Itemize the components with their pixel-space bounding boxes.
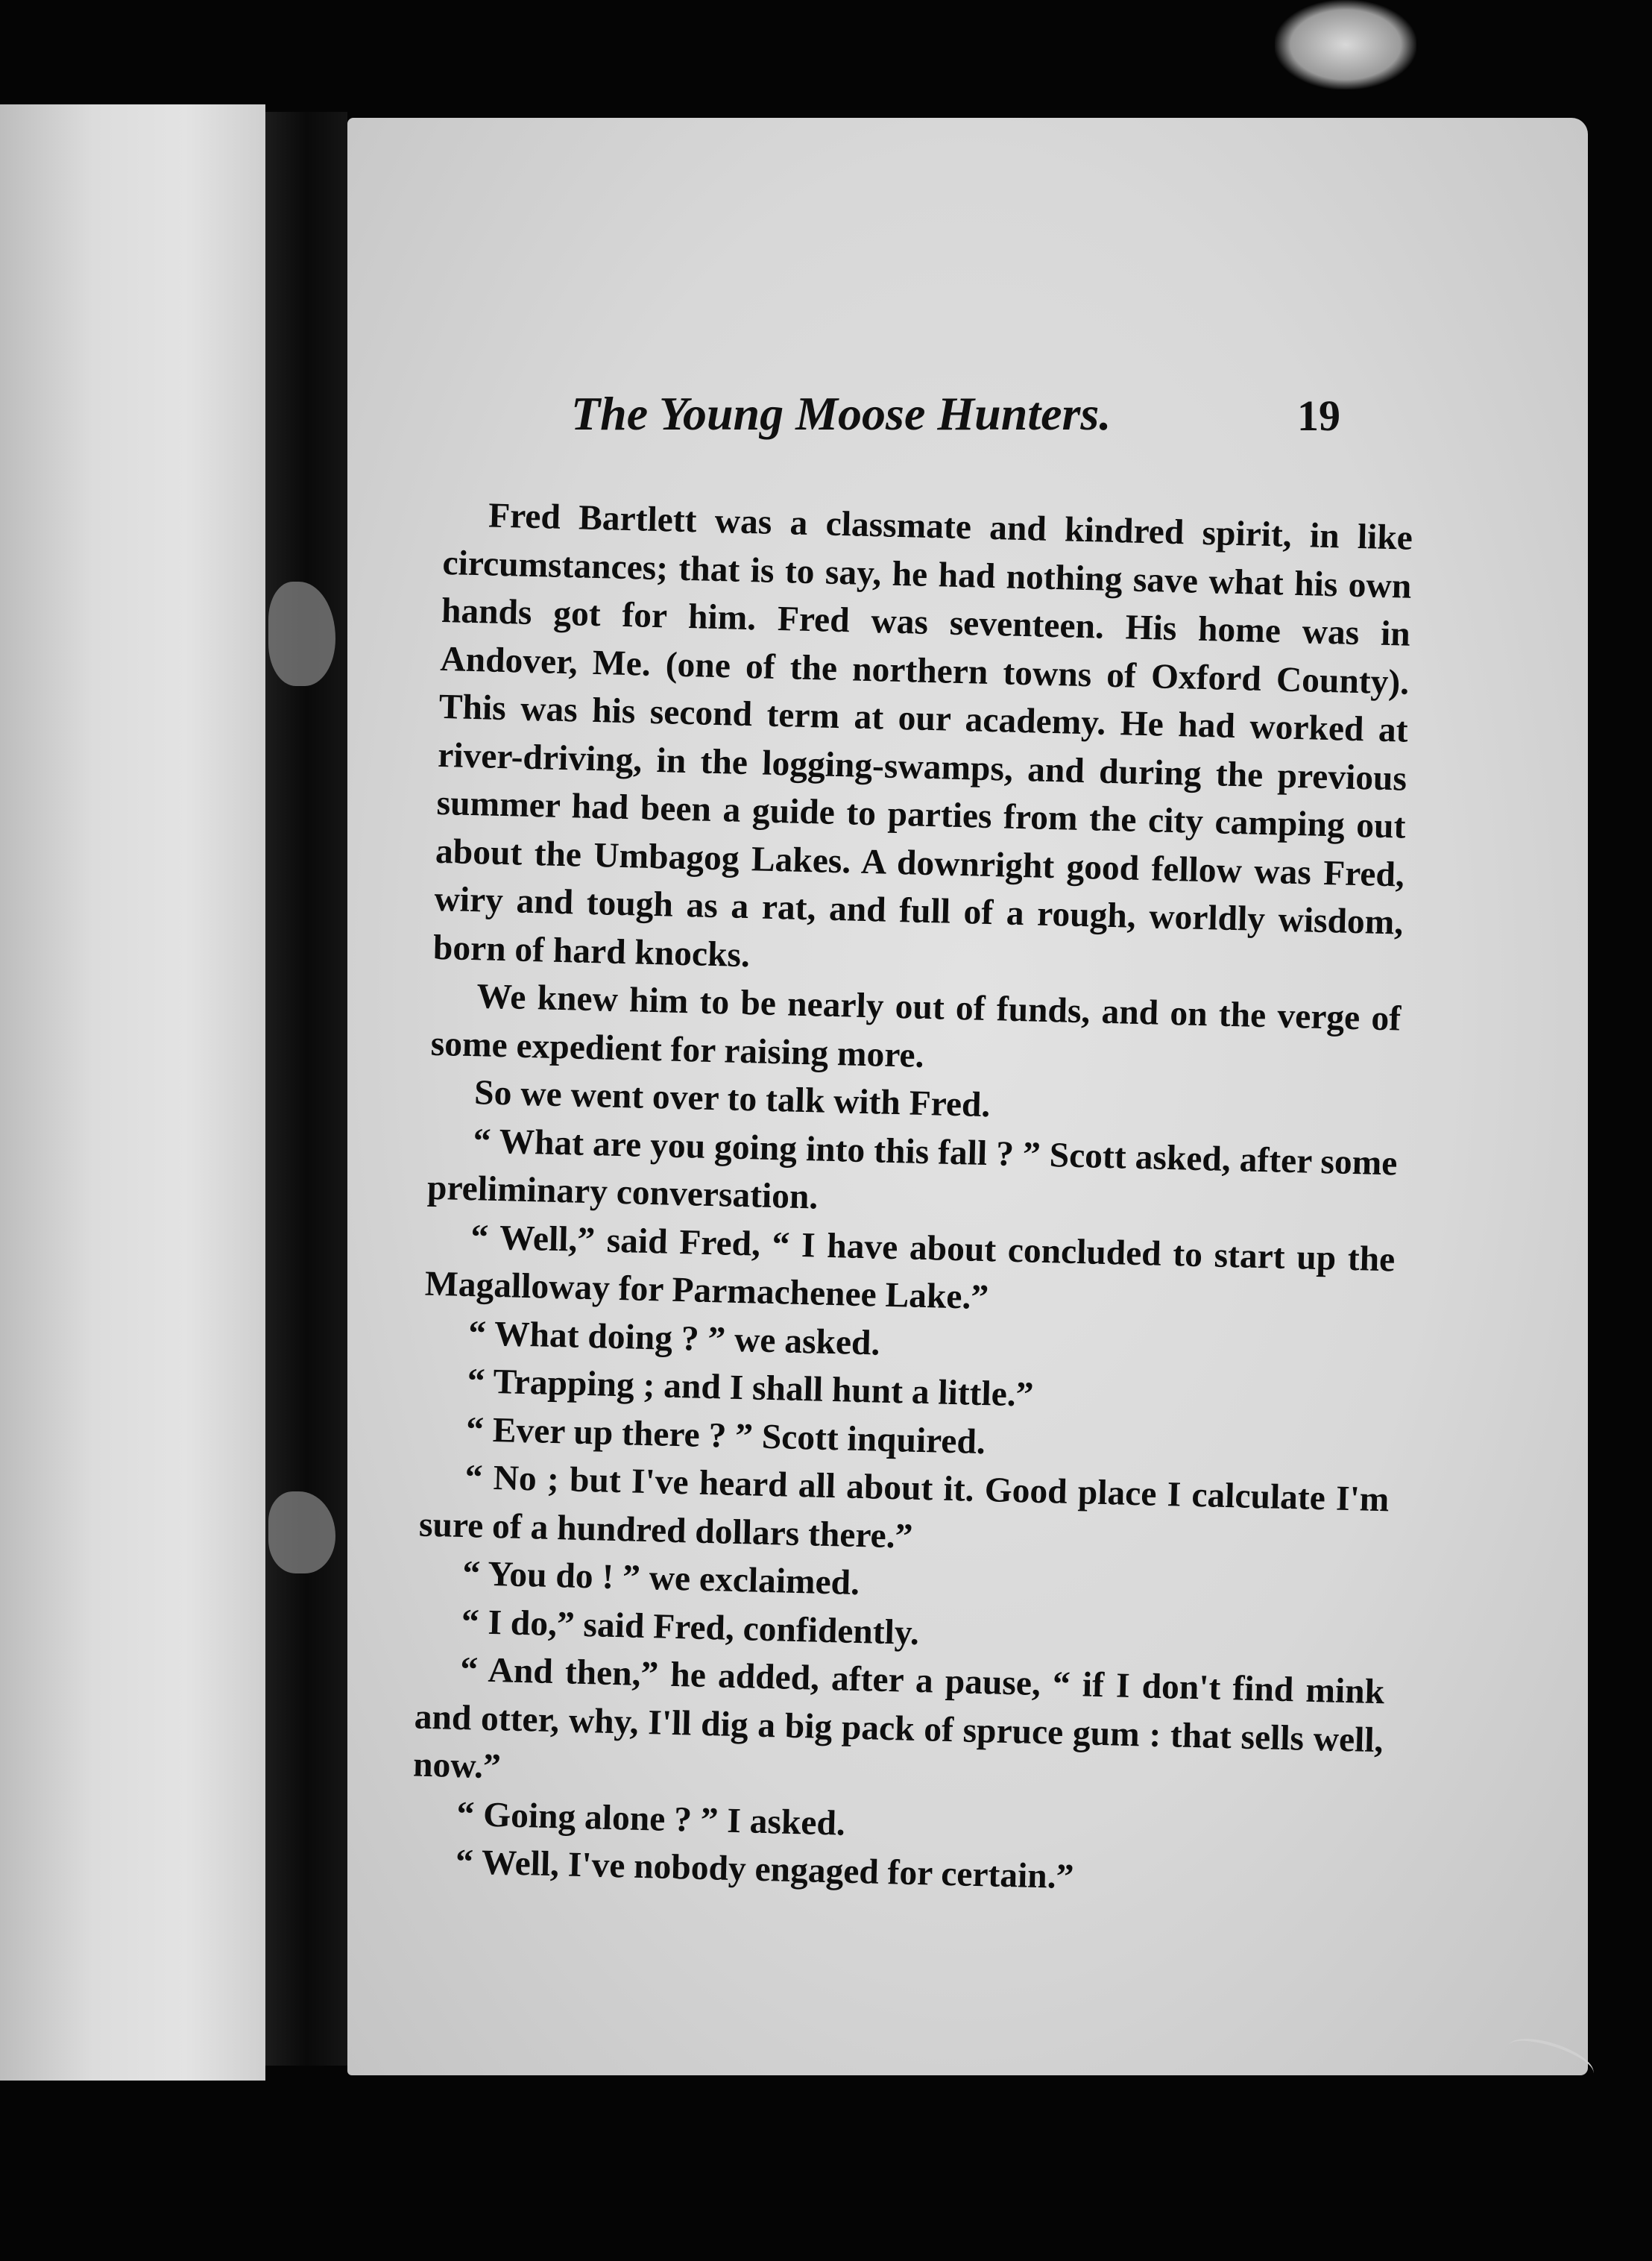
paragraph: “ Well,” said Fred, “ I have about concluded to start up the Magalloway for Parmachenee Lake.” <box>424 1217 1396 1318</box>
page-number: 19 <box>1297 391 1340 440</box>
book-gutter <box>265 112 347 2066</box>
body-text <box>410 491 1413 1909</box>
paragraph: “ Trapping ; and I shall hunt a little.” <box>467 1362 1035 1415</box>
paragraph: “ Well, I've nobody engaged for certain.” <box>455 1842 1074 1897</box>
paragraph: “ Going alone ? ” I asked. <box>456 1794 846 1843</box>
paragraph: “ What are you going into this fall ? ” Scott asked, after some preliminary conversation. <box>426 1121 1398 1217</box>
running-head-title: The Young Moose Hunters. <box>571 387 1112 440</box>
paragraph: “ No ; but I've heard all about it. Good place I calculate I'm sure of a hundred dollars there.” <box>418 1458 1390 1556</box>
running-head <box>347 386 1588 446</box>
paragraph: “ And then,” he added, after a pause, “ if I don't find mink and otter, why, I'll dig a big pack of spruce gum : that sells well, now.” <box>412 1650 1385 1787</box>
paragraph: “ I do,” said Fred, confidently. <box>461 1602 920 1652</box>
paragraph: “ You do ! ” we exclaimed. <box>461 1554 860 1603</box>
corner-blot <box>1275 0 1416 89</box>
paragraph: We knew him to be nearly out of funds, and on the verge of some expedient for raising more. <box>430 977 1402 1075</box>
book-page <box>347 118 1588 2075</box>
paragraph: “ What doing ? ” we asked. <box>467 1313 880 1363</box>
paragraph: Fred Bartlett was a classmate and kindred spirit, in like circumstances; that is to say, he had nothing save what his own hands got for him. Fred was seventeen. His home was in Andover, Me. (one of the northern towns of Oxford County). This was his second term at our academy. He had worked at river-driving, in the logging-swamps, and during the previous summer had been a guide to parties from the city camping out about the Umbagog Lakes. A downright good fellow was Fred, wiry and tough as a rat, and full of a rough, worldly wisdom, born of hard knocks. <box>432 496 1413 975</box>
left-facing-page <box>0 104 265 2081</box>
paragraph: “ Ever up there ? ” Scott inquired. <box>465 1409 986 1462</box>
paragraph: So we went over to talk with Fred. <box>473 1073 991 1125</box>
